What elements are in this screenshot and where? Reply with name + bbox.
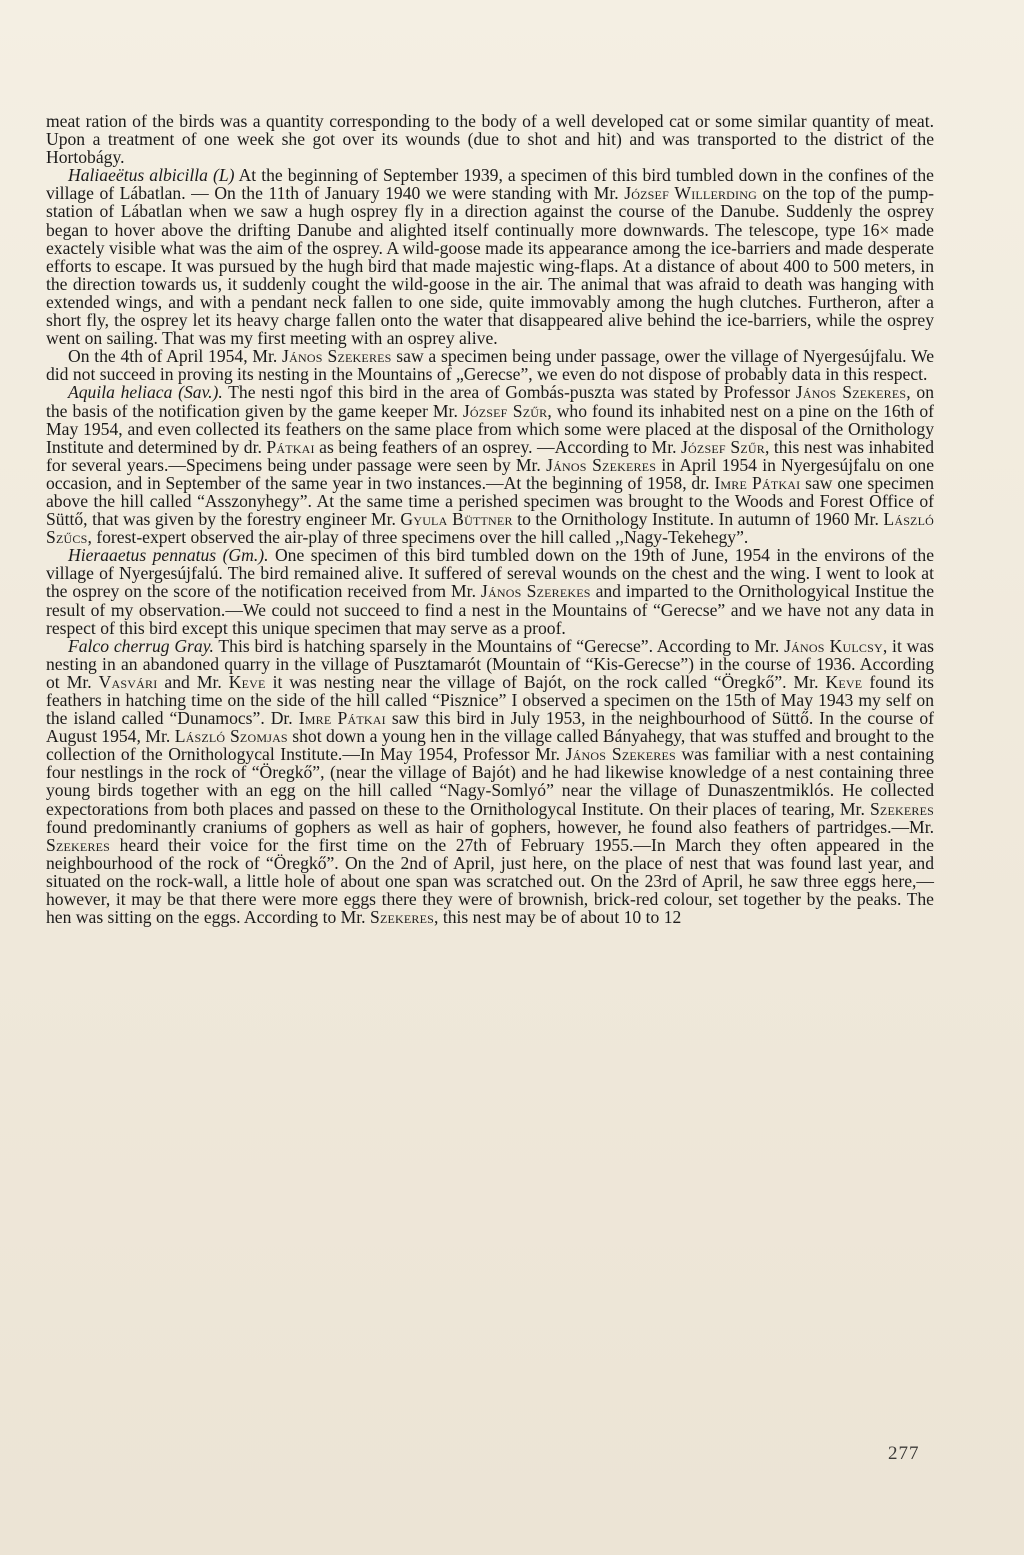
person-name: József Szűr: [462, 400, 548, 421]
person-name: János Szekeres: [565, 744, 676, 765]
page-number: 277: [888, 1443, 920, 1464]
text-run: and imparted to the Ornithologyical Institue the result of my observation.—We could not succeed to find a nest in the Mountains of “Gerecse” and we have not any data in respect of this bird except this unique specimen that may serve as a proof.: [46, 581, 935, 638]
text-run: On the 4th of April 1954, Mr.: [68, 346, 283, 367]
paragraph-aquila-heliaca: [46, 383, 934, 546]
person-name: Keve: [228, 671, 266, 692]
species-name: Aquila heliaca (Sav.).: [68, 382, 223, 403]
text-run: and Mr.: [157, 671, 229, 692]
person-name: László Szomjas: [174, 726, 288, 747]
species-name: Falco cherrug Gray.: [68, 635, 214, 656]
person-name: Imre Pátkai: [714, 472, 801, 493]
text-run: This bird is hatching sparsely in the Mountains of “Gerecse”. According to Mr.: [213, 635, 785, 656]
text-run: in April 1954 in Nyergesújfalu on one occasion, and in September of the same year in two instances.—At the beginning of 1958, dr.: [46, 454, 934, 493]
person-name: József Willerding: [624, 183, 757, 204]
paragraph-falco-cherrug: [46, 637, 934, 927]
person-name: Gyula Büttner: [400, 509, 513, 530]
person-name: Szekeres: [46, 834, 111, 855]
person-name: Keve: [825, 671, 863, 692]
person-name: János Szerekes: [480, 581, 591, 602]
person-name: Pátkai: [266, 436, 315, 457]
species-name: Hieraaetus pennatus (Gm.).: [68, 545, 269, 566]
species-name: Haliaeëtus albicilla (L): [68, 165, 235, 186]
person-name: Imre Pátkai: [298, 708, 386, 729]
paragraph-april-1954: [46, 347, 934, 383]
text-run: was familiar with a nest containing four nestlings in the rock of “Öregkő”, (near the village of Bajót) and he had likewise knowledge of a nest containing three young birds together with an egg on the hill called “Nagy-Somlyó” near the village of Dunaszentmiklós. He collected expectorations from both places and passed on these to the Ornithologycal Institute. On their places of tearing, Mr.: [46, 744, 934, 819]
person-name: Szekeres: [369, 907, 435, 928]
text-run: it was nesting near the village of Bajót, on the rock called “Öregkő”. Mr.: [265, 671, 826, 692]
text-run: saw this bird in July 1953, in the neighbourhood of Süttő. In the course of August 1954, Mr.: [46, 708, 934, 747]
text-run: saw a specimen being under passage, ower the village of Nyergesújfalu. We did not succeed in proving its nesting in the Mountains of „Gerecse”, we even do not dispose of probably data in this respect.: [46, 346, 935, 385]
text-run: One specimen of this bird tumbled down on the 19th of June, 1954 in the environs of the village of Nyergesújfalú. The bird remained alive. It suffered of sereval wounds on the chest and the wing. I went to look at the osprey on the score of the notification received from Mr.: [46, 545, 935, 602]
person-name: László Szűcs: [46, 509, 934, 548]
paragraph-meat-ration: [46, 112, 934, 166]
person-name: János Szekeres: [795, 382, 907, 403]
text-run: found predominantly craniums of gophers as well as hair of gophers, however, he found also feathers of partridges.—Mr.: [46, 816, 934, 837]
person-name: János Szekeres: [282, 346, 392, 367]
paragraph-hieraaetus-pennatus: [46, 546, 934, 636]
text-run: to the Ornithology Institute. In autumn of 1960 Mr.: [512, 509, 884, 530]
person-name: Vasvári: [98, 671, 158, 692]
text-run: The nesti ngof this bird in the area of Gombás-puszta was stated by Professor: [222, 382, 796, 403]
text-run: , this nest was inhabited for several years.—Specimens being under passage were seen by Mr.: [46, 436, 935, 475]
text-run: , forest-expert observed the air-play of three specimens over the hill called ,,Nagy-Tekehegy”.: [87, 527, 749, 548]
text-run: meat ration of the birds was a quantity corresponding to the body of a well developed cat or some similar quantity of meat. Upon a treatment of one week she got over its wounds (due to shot and hit) and was transported to the district of the Hortobágy.: [46, 111, 934, 168]
text-run: , who found its inhabited nest on a pine on the 16th of May 1954, and even collected its feathers on the same place from which some were placed at the disposal of the Ornithology Institute and determined by dr.: [46, 400, 935, 457]
text-run: found its feathers in hatching time on the side of the hill called “Pisznice” I observed a specimen on the 15th of May 1943 my self on the island called “Dunamocs”. Dr.: [46, 671, 935, 729]
text-run: , this nest may be of about 10 to 12: [434, 907, 682, 928]
person-name: János Kulcsy: [784, 635, 883, 656]
person-name: Szekeres: [869, 798, 934, 819]
text-run: , on the basis of the notification given by the game keeper Mr.: [46, 382, 934, 421]
text-run: heard their voice for the first time on the 27th of February 1955.—In March they often appeared in the neighbourhood of the rock of “Öregkő”. On the 2nd of April, just here, on the place of nest that was found last year, and situated on the rock-wall, a little hole of about one span was scratched out. On the 23rd of April, he saw three eggs here,—however, it may be that there were more eggs there they were of brownish, brick-red colour, set together by the peaks. The hen was sitting on the eggs. According to Mr.: [46, 834, 934, 928]
text-run: saw one specimen above the hill called “Asszonyhegy”. At the same time a perished specimen was brought to the Woods and Forest Office of Süttő, that was given by the forestry engineer Mr.: [46, 472, 934, 530]
text-run: At the beginning of September 1939, a specimen of this bird tumbled down in the confines of the village of Lábatlan. — On the 11th of January 1940 we were standing with Mr.: [46, 165, 934, 204]
text-run: as being feathers of an osprey. —According to Mr.: [314, 436, 681, 457]
person-name: János Szekeres: [546, 454, 657, 475]
body-text: [46, 112, 934, 926]
person-name: József Szűr: [681, 436, 766, 457]
text-run: on the top of the pump-station of Lábatlan when we saw a hugh osprey fly in a direction against the course of the Danube. Suddenly the osprey began to hover above the drifting Danube and alighted itself continually more downwards. The telescope, type 16× made exactely visible what was the aim of the osprey. A wild-goose made its appearance among the ice-barriers and made desperate efforts to escape. It was pursued by the hugh bird that made majestic wing-flaps. At a distance of about 400 to 500 meters, in the direction towards us, it suddenly cought the wild-goose in the air. The animal that was afraid to death was hanging with extended wings, and with a pendant neck fallen to one side, quite immovably among the hugh clutches. Furtheron, after a short fly, the osprey let its heavy charge fallen onto the water that disappeared alive behind the ice-barriers, while the osprey went on sailing. That was my first meeting with an osprey alive.: [46, 183, 935, 349]
text-run: shot down a young hen in the village called Bányahegy, that was stuffed and brought to the collection of the Ornithologycal Institute.—In May 1954, Professor Mr.: [46, 726, 935, 765]
text-run: , it was nesting in an abandoned quarry in the village of Pusztamarót (Mountain of “Kis-Gerecse”) in the course of 1936. According ot Mr.: [46, 635, 934, 692]
paragraph-haliaeetus: [46, 166, 934, 347]
